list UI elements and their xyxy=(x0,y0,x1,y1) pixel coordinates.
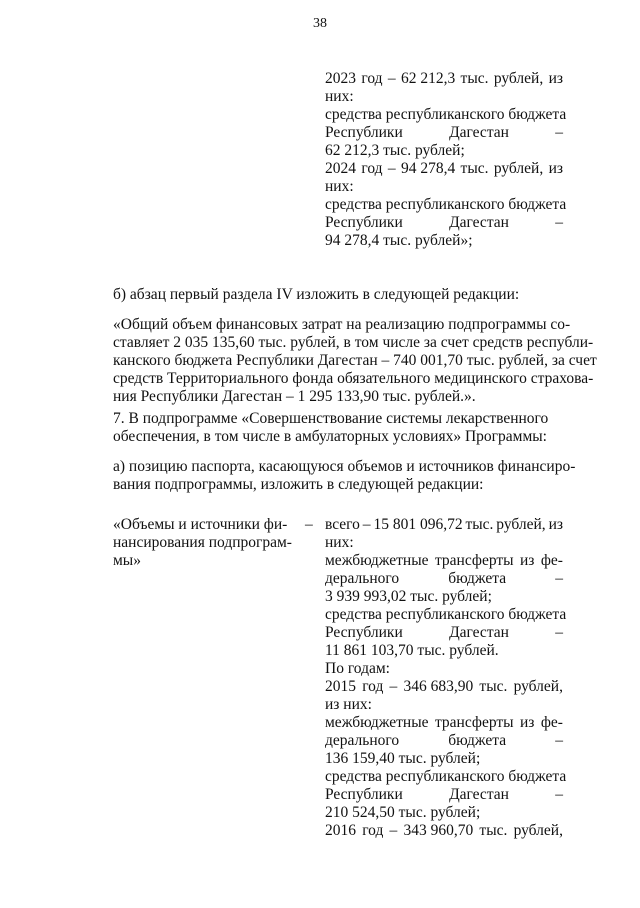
word: Дагестан xyxy=(449,124,509,141)
word: дерального xyxy=(325,570,400,587)
word: из xyxy=(520,552,535,569)
word: 2024 xyxy=(325,160,356,177)
word: – xyxy=(555,570,563,587)
passport-dash: – xyxy=(305,516,313,533)
passport-label-line: «Объемы и источники фи- xyxy=(113,516,288,533)
passport-value-line xyxy=(325,552,563,570)
word: рублей, xyxy=(493,70,544,87)
word: Дагестан xyxy=(449,786,509,803)
word: дерального xyxy=(325,732,400,749)
quote-line: ставляет 2 035 135,60 тыс. рублей, в том числе за счет средств республи- xyxy=(113,334,594,351)
funding-line xyxy=(325,124,563,142)
paragraph-7-line: 7. В подпрограмме «Совершенствование системы лекарственного xyxy=(113,410,549,427)
word: – xyxy=(387,160,396,177)
word: них: xyxy=(325,534,354,551)
funding-top-block xyxy=(325,70,567,250)
paragraph-a-line: вания подпрограммы, изложить в следующей редакции: xyxy=(113,476,484,493)
word: тыс. xyxy=(465,516,494,533)
passport-value-line xyxy=(325,822,563,840)
word: По годам: xyxy=(325,660,390,677)
word: из xyxy=(548,70,563,87)
passport-value-line xyxy=(325,660,563,678)
passport-value-line xyxy=(325,534,563,552)
word: 3 939 993,02 тыс. рублей; xyxy=(325,588,492,605)
passport-value-line xyxy=(325,732,563,750)
passport-value-line xyxy=(325,714,563,732)
word: год xyxy=(361,70,383,87)
passport-value-line xyxy=(325,768,567,786)
word: них: xyxy=(325,88,354,105)
word: фе- xyxy=(540,552,563,569)
word: – xyxy=(555,732,563,749)
word: 11 861 103,70 тыс. рублей. xyxy=(325,642,499,659)
word: рублей, xyxy=(496,516,546,533)
word: трансферты xyxy=(434,552,514,569)
word: тыс. xyxy=(479,678,508,695)
paragraph-7 xyxy=(113,410,563,446)
funding-line xyxy=(325,142,563,160)
word: год xyxy=(361,160,383,177)
word: Дагестан xyxy=(449,624,509,641)
word: Республики xyxy=(325,624,403,641)
word: 2015 xyxy=(325,678,356,695)
word: из них: xyxy=(325,696,372,713)
passport-value-line xyxy=(325,678,563,696)
passport-value-line xyxy=(325,786,563,804)
word: 62 212,3 xyxy=(400,70,456,87)
word: фе- xyxy=(540,714,563,731)
word: 210 524,50 тыс. рублей; xyxy=(325,804,481,821)
passport-left-cell xyxy=(113,516,298,570)
word: средства республиканского бюджета xyxy=(325,106,567,123)
word: 2023 xyxy=(325,70,356,87)
word: 343 960,70 xyxy=(403,822,474,839)
funding-line xyxy=(325,178,563,196)
paragraph-a-line: а) позицию паспорта, касающуюся объемов и источников финансиро- xyxy=(113,458,576,475)
word: 136 159,40 тыс. рублей; xyxy=(325,750,481,767)
word: бюджета xyxy=(448,732,507,749)
word: год xyxy=(362,678,384,695)
word: межбюджетные xyxy=(325,714,429,731)
passport-value-line xyxy=(325,624,563,642)
passport-value-line xyxy=(325,516,563,534)
paragraph-b-line: б) абзац первый раздела IV изложить в следующей редакции: xyxy=(113,286,520,303)
quote-block xyxy=(113,316,597,406)
word: них: xyxy=(325,178,354,195)
word: всего xyxy=(325,516,360,533)
word: – xyxy=(362,516,371,533)
passport-value-line xyxy=(325,750,563,768)
word: межбюджетные xyxy=(325,552,429,569)
passport-value-line xyxy=(325,696,563,714)
passport-value-line xyxy=(325,588,563,606)
word: Республики xyxy=(325,214,403,231)
quote-line: канского бюджета Республики Дагестан – 740 001,70 тыс. рублей, за счет xyxy=(113,352,597,369)
passport-right-cell xyxy=(325,516,567,840)
word: 94 278,4 xyxy=(400,160,456,177)
word: – xyxy=(555,124,563,141)
funding-line xyxy=(325,196,567,214)
word: трансферты xyxy=(434,714,514,731)
word: из xyxy=(520,714,535,731)
funding-line xyxy=(325,88,563,106)
word: 346 683,90 xyxy=(403,678,474,695)
word: Республики xyxy=(325,786,403,803)
word: тыс. xyxy=(479,822,508,839)
passport-value-line xyxy=(325,570,563,588)
word: тыс. xyxy=(460,70,489,87)
word: – xyxy=(389,678,398,695)
quote-line: средств Территориального фонда обязательного медицинского страхова- xyxy=(113,370,594,387)
word: из xyxy=(548,160,563,177)
word: – xyxy=(555,214,563,231)
word: – xyxy=(555,624,563,641)
word: рублей, xyxy=(493,160,544,177)
word: рублей, xyxy=(513,822,563,839)
word: средства республиканского бюджета xyxy=(325,768,567,785)
word: средства республиканского бюджета xyxy=(325,606,567,623)
funding-line xyxy=(325,214,563,232)
word: Дагестан xyxy=(449,214,509,231)
passport-value-line xyxy=(325,606,567,624)
funding-line xyxy=(325,106,567,124)
word: – xyxy=(555,786,563,803)
word: средства республиканского бюджета xyxy=(325,196,567,213)
word: из xyxy=(548,516,563,533)
word: бюджета xyxy=(448,570,507,587)
word: год xyxy=(362,822,384,839)
word: 62 212,3 тыс. рублей; xyxy=(325,142,465,159)
word: – xyxy=(389,822,398,839)
paragraph-a xyxy=(113,458,576,494)
word: тыс. xyxy=(460,160,489,177)
page-number: 38 xyxy=(313,16,327,31)
funding-line xyxy=(325,160,563,178)
paragraph-b xyxy=(113,286,563,304)
quote-line: «Общий объем финансовых затрат на реализацию подпрограммы со- xyxy=(113,316,571,333)
word: 94 278,4 тыс. рублей»; xyxy=(325,232,473,249)
passport-value-line xyxy=(325,642,563,660)
word: 2016 xyxy=(325,822,356,839)
funding-line xyxy=(325,232,563,250)
funding-line xyxy=(325,70,563,88)
passport-value-line xyxy=(325,804,563,822)
passport-label-line: нансирования подпрограм- xyxy=(113,534,292,551)
word: 15 801 096,72 xyxy=(373,516,463,533)
word: Республики xyxy=(325,124,403,141)
paragraph-7-line: обеспечения, в том числе в амбулаторных условиях» Программы: xyxy=(113,428,547,445)
word: – xyxy=(387,70,396,87)
quote-line: ния Республики Дагестан – 1 295 133,90 тыс. рублей.». xyxy=(113,388,476,405)
passport-label-line: мы» xyxy=(113,552,141,569)
word: рублей, xyxy=(513,678,563,695)
